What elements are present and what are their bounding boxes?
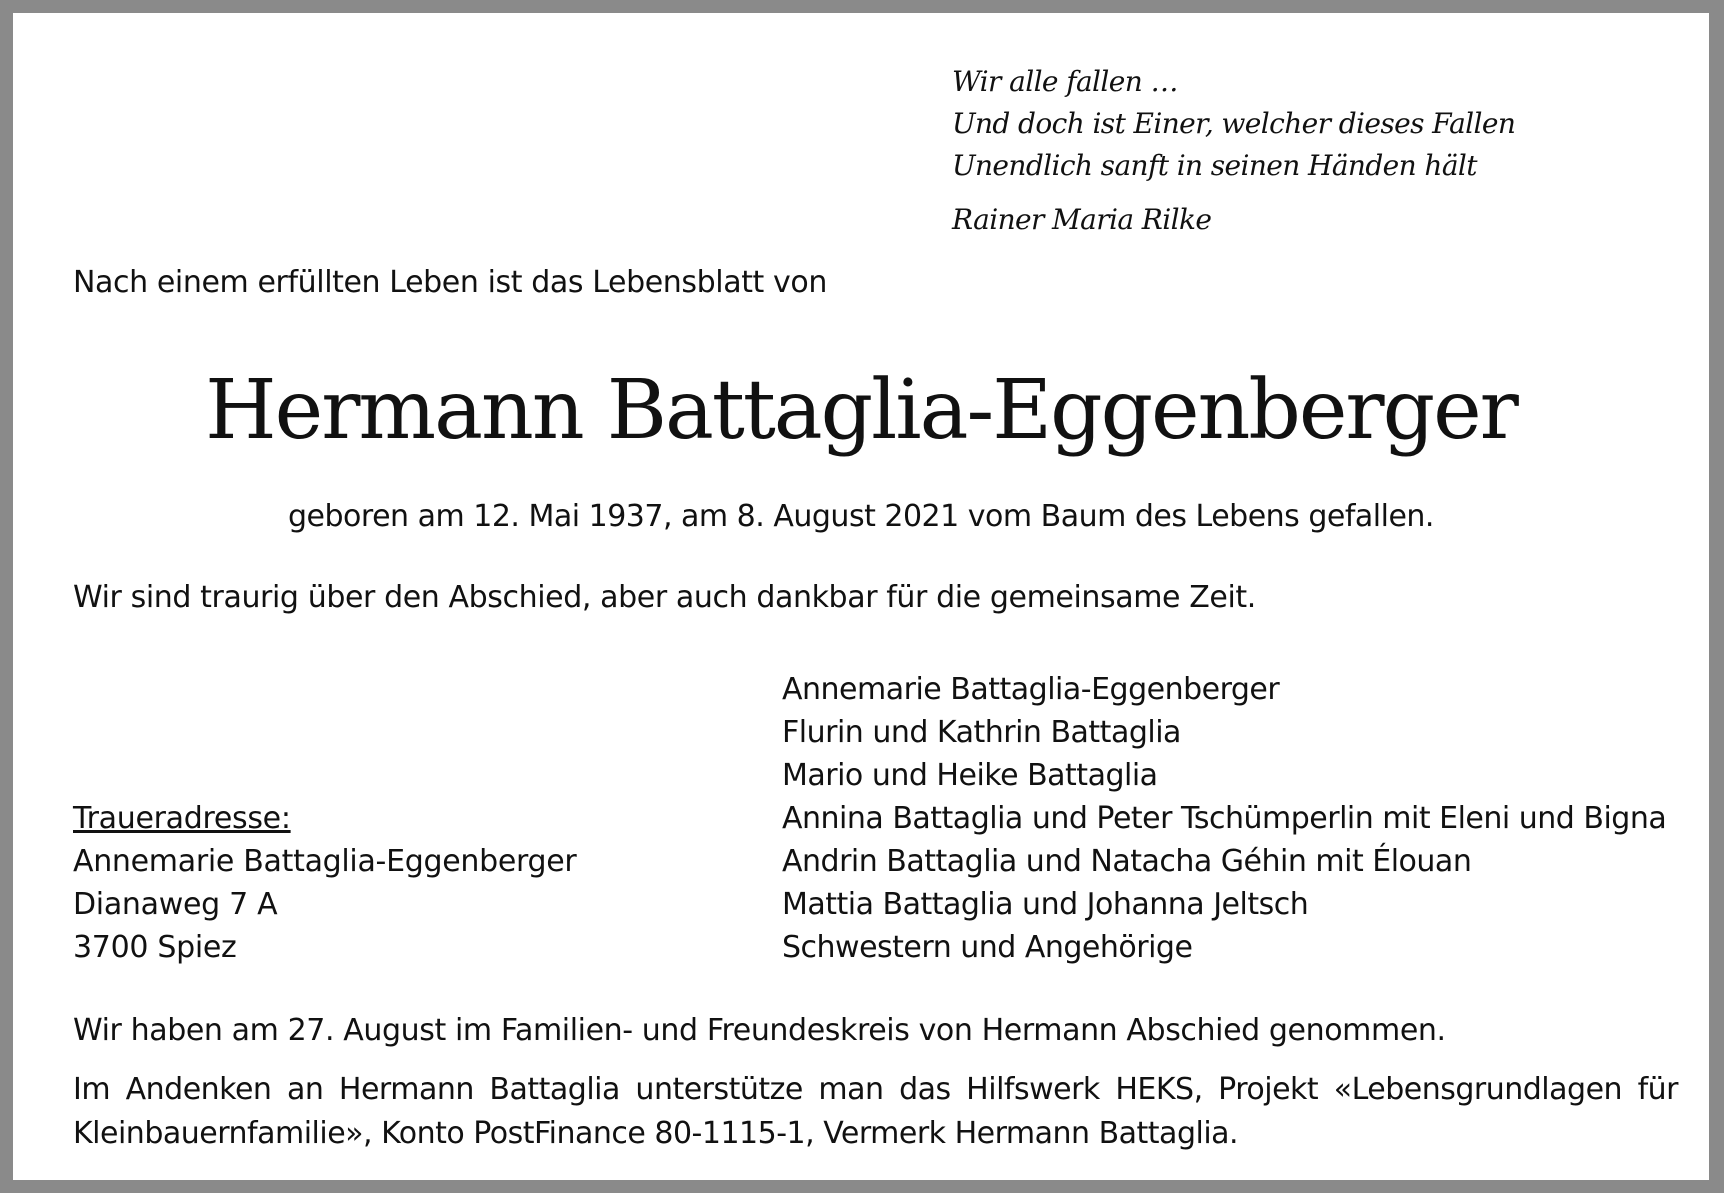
donation-note: Im Andenken an Hermann Battaglia unterstütze man das Hilfswerk HEKS, Projekt «Lebensgrundlagen für Kleinbauernfamilie», Konto PostFinance 80-1115-1, Vermerk Hermann Battaglia. <box>73 1072 1678 1151</box>
intro-text: Nach einem erfüllten Leben ist das Lebensblatt von <box>73 265 827 300</box>
obituary-notice <box>13 13 1709 1180</box>
mourning-address <box>73 797 576 969</box>
poem-author: Rainer Maria Rilke <box>952 203 1212 236</box>
poem-line-3: Unendlich sanft in seinen Händen hält <box>952 149 1477 182</box>
mourner-entry: Flurin und Kathrin Battaglia <box>782 715 1181 750</box>
sadness-statement: Wir sind traurig über den Abschied, aber auch dankbar für die gemeinsame Zeit. <box>73 580 1256 615</box>
mourners-list <box>782 668 1666 969</box>
poem-line-1: Wir alle fallen … <box>952 65 1178 98</box>
mourner-entry: Annina Battaglia und Peter Tschümperlin mit Eleni und Bigna <box>782 801 1667 836</box>
mourner-entry: Mario und Heike Battaglia <box>782 758 1158 793</box>
deceased-name: Hermann Battaglia-Eggenberger <box>205 363 1517 458</box>
mourning-address-line: 3700 Spiez <box>73 930 237 965</box>
birth-death-dates: geboren am 12. Mai 1937, am 8. August 2021 vom Baum des Lebens gefallen. <box>288 499 1434 534</box>
farewell-statement: Wir haben am 27. August im Familien- und Freundeskreis von Hermann Abschied genommen. <box>73 1013 1446 1048</box>
poem-quote <box>952 61 1515 241</box>
mourning-address-line: Annemarie Battaglia-Eggenberger <box>73 844 577 879</box>
mourner-entry: Annemarie Battaglia-Eggenberger <box>782 672 1280 707</box>
mourner-entry: Schwestern und Angehörige <box>782 930 1193 965</box>
mourning-address-line: Dianaweg 7 A <box>73 887 278 922</box>
mourner-entry: Andrin Battaglia und Natacha Géhin mit Élouan <box>782 844 1472 879</box>
poem-line-2: Und doch ist Einer, welcher dieses Fallen <box>952 107 1516 140</box>
mourning-address-label: Traueradresse: <box>73 801 291 836</box>
mourner-entry: Mattia Battaglia und Johanna Jeltsch <box>782 887 1309 922</box>
